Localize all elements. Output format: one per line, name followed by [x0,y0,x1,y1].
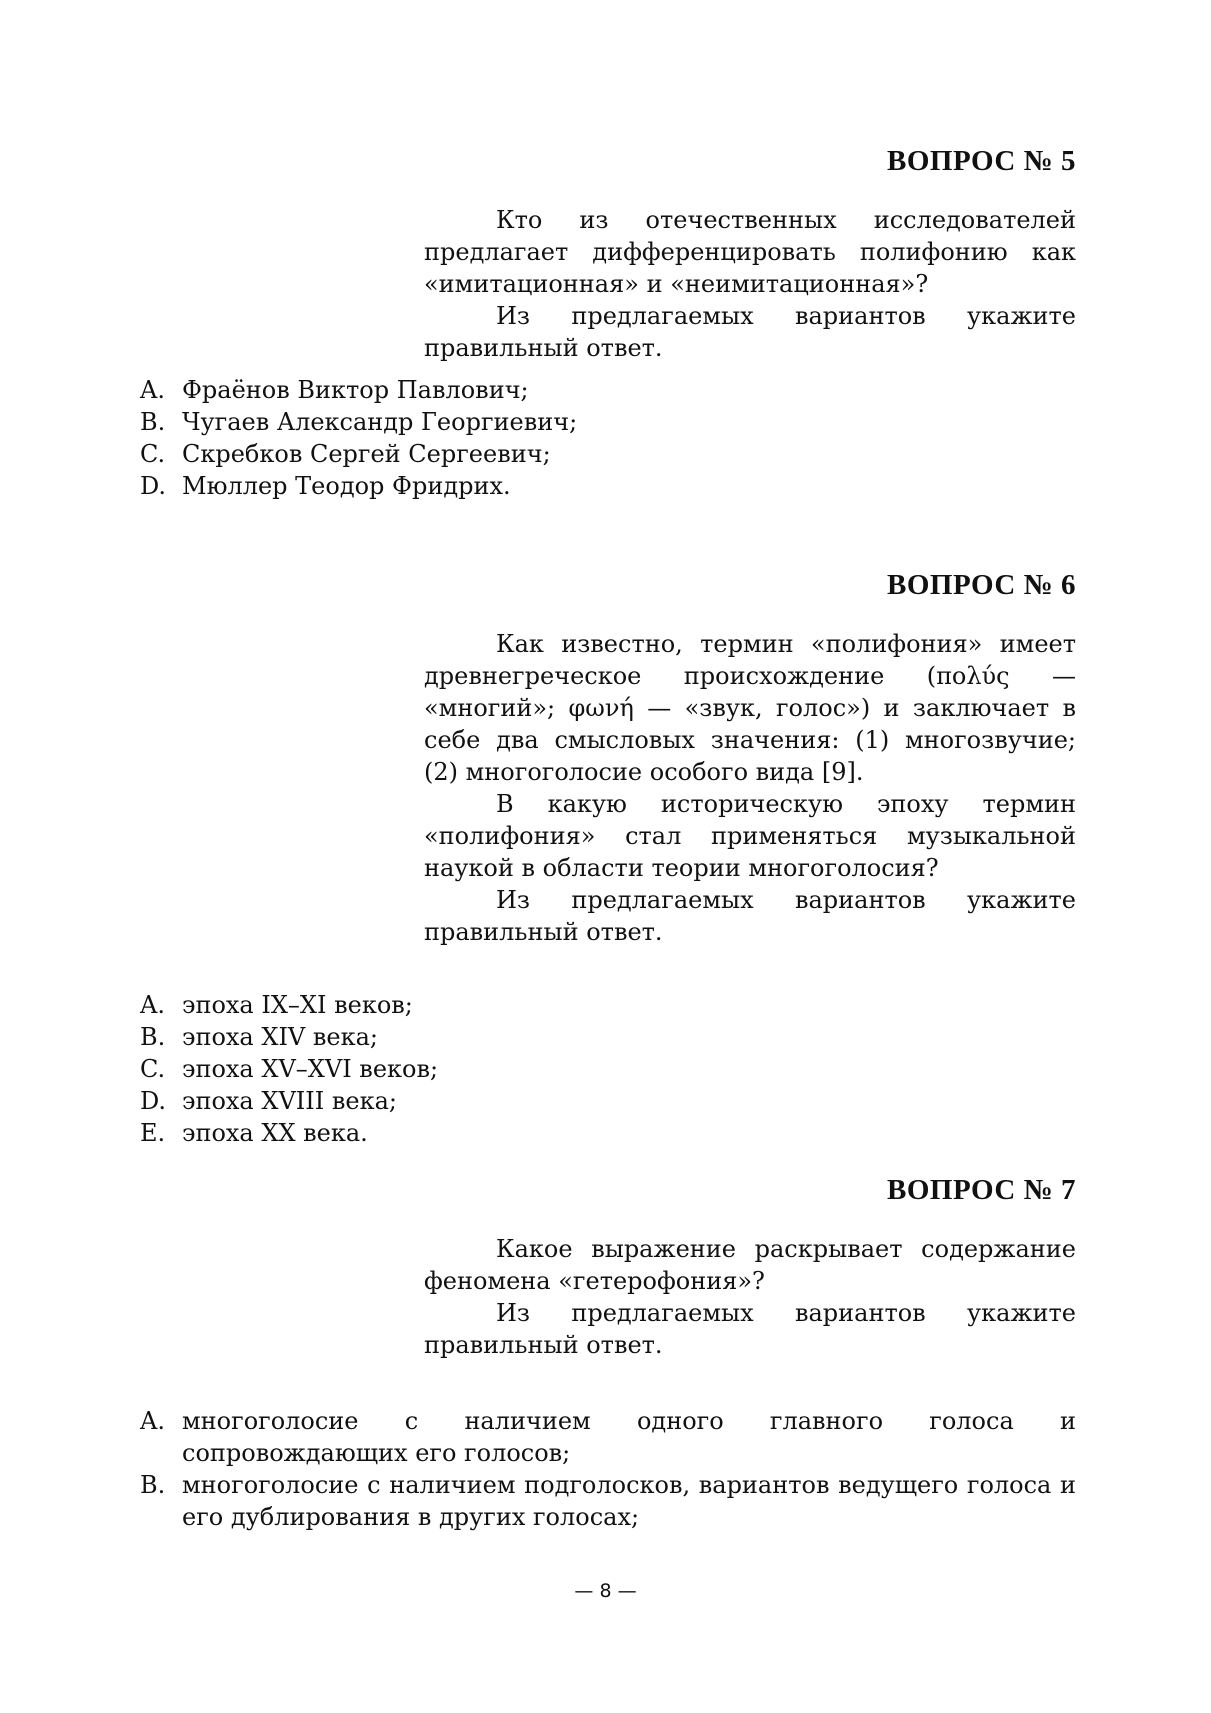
question-paragraph: Какое выражение раскрывает содержание феномена «гетерофония»? [424,1235,1076,1295]
question-6-options [140,989,1076,1149]
option-text: эпоха XIV века; [182,1023,378,1051]
page-number: — 8 — [574,1580,637,1602]
question-paragraph: Из предлагаемых вариантов укажите правильный ответ. [424,1299,1076,1359]
option-letter: D. [140,1087,167,1115]
question-7-options [140,1405,1076,1533]
question-6-title: ВОПРОС № 6 [887,569,1076,601]
question-7-text [424,1233,1076,1361]
option-letter: B. [140,408,166,436]
option-text: Скребков Сергей Сергеевич; [182,440,551,468]
option-letter: E. [140,1119,166,1147]
question-paragraph: Как известно, термин «полифония» имеет древнегреческое происхождение (πολύς — «многий»; φωνή — «звук, голос») и заключает в себе два смысловых значения: (1) многозвучие; (2) многоголосие особого вида [9]. [424,630,1076,786]
option-letter: D. [140,472,167,500]
answer-option [140,1053,1076,1085]
option-letter: C. [140,440,166,468]
option-text: многоголосие с наличием подголосков, вариантов ведущего голоса и его дублирования в других голосах; [182,1471,1076,1531]
option-text: Фраёнов Виктор Павлович; [182,376,529,404]
answer-option [140,374,1076,406]
question-7-title: ВОПРОС № 7 [887,1174,1076,1206]
question-6-text [424,628,1076,948]
answer-option [140,406,1076,438]
option-text: эпоха XX века. [182,1119,368,1147]
question-paragraph: В какую историческую эпоху термин «полифония» стал применяться музыкальной наукой в области теории многоголосия? [424,790,1076,882]
option-text: эпоха XV–XVI веков; [182,1055,439,1083]
option-text: эпоха IX–XI веков; [182,991,413,1019]
option-text: многоголосие с наличием одного главного голоса и сопровождающих его голосов; [182,1407,1076,1467]
question-5-options [140,374,1076,502]
question-paragraph: Из предлагаемых вариантов укажите правильный ответ. [424,886,1076,946]
answer-option [140,989,1076,1021]
question-5-text [424,204,1076,364]
answer-option [140,1469,1076,1533]
option-letter: A. [140,376,165,404]
answer-option [140,1405,1076,1469]
answer-option [140,1085,1076,1117]
question-5-title: ВОПРОС № 5 [887,145,1076,177]
option-text: Мюллер Теодор Фридрих. [182,472,511,500]
question-paragraph: Кто из отечественных исследователей предлагает дифференцировать полифонию как «имитационная» и «неимитационная»? [424,206,1076,298]
answer-option [140,470,1076,502]
option-letter: A. [140,991,165,1019]
option-text: эпоха XVIII века; [182,1087,397,1115]
question-paragraph: Из предлагаемых вариантов укажите правильный ответ. [424,302,1076,362]
option-letter: A. [140,1407,165,1435]
answer-option [140,1021,1076,1053]
option-letter: B. [140,1023,166,1051]
answer-option [140,438,1076,470]
answer-option [140,1117,1076,1149]
option-letter: C. [140,1055,166,1083]
option-letter: B. [140,1471,166,1499]
option-text: Чугаев Александр Георгиевич; [182,408,578,436]
